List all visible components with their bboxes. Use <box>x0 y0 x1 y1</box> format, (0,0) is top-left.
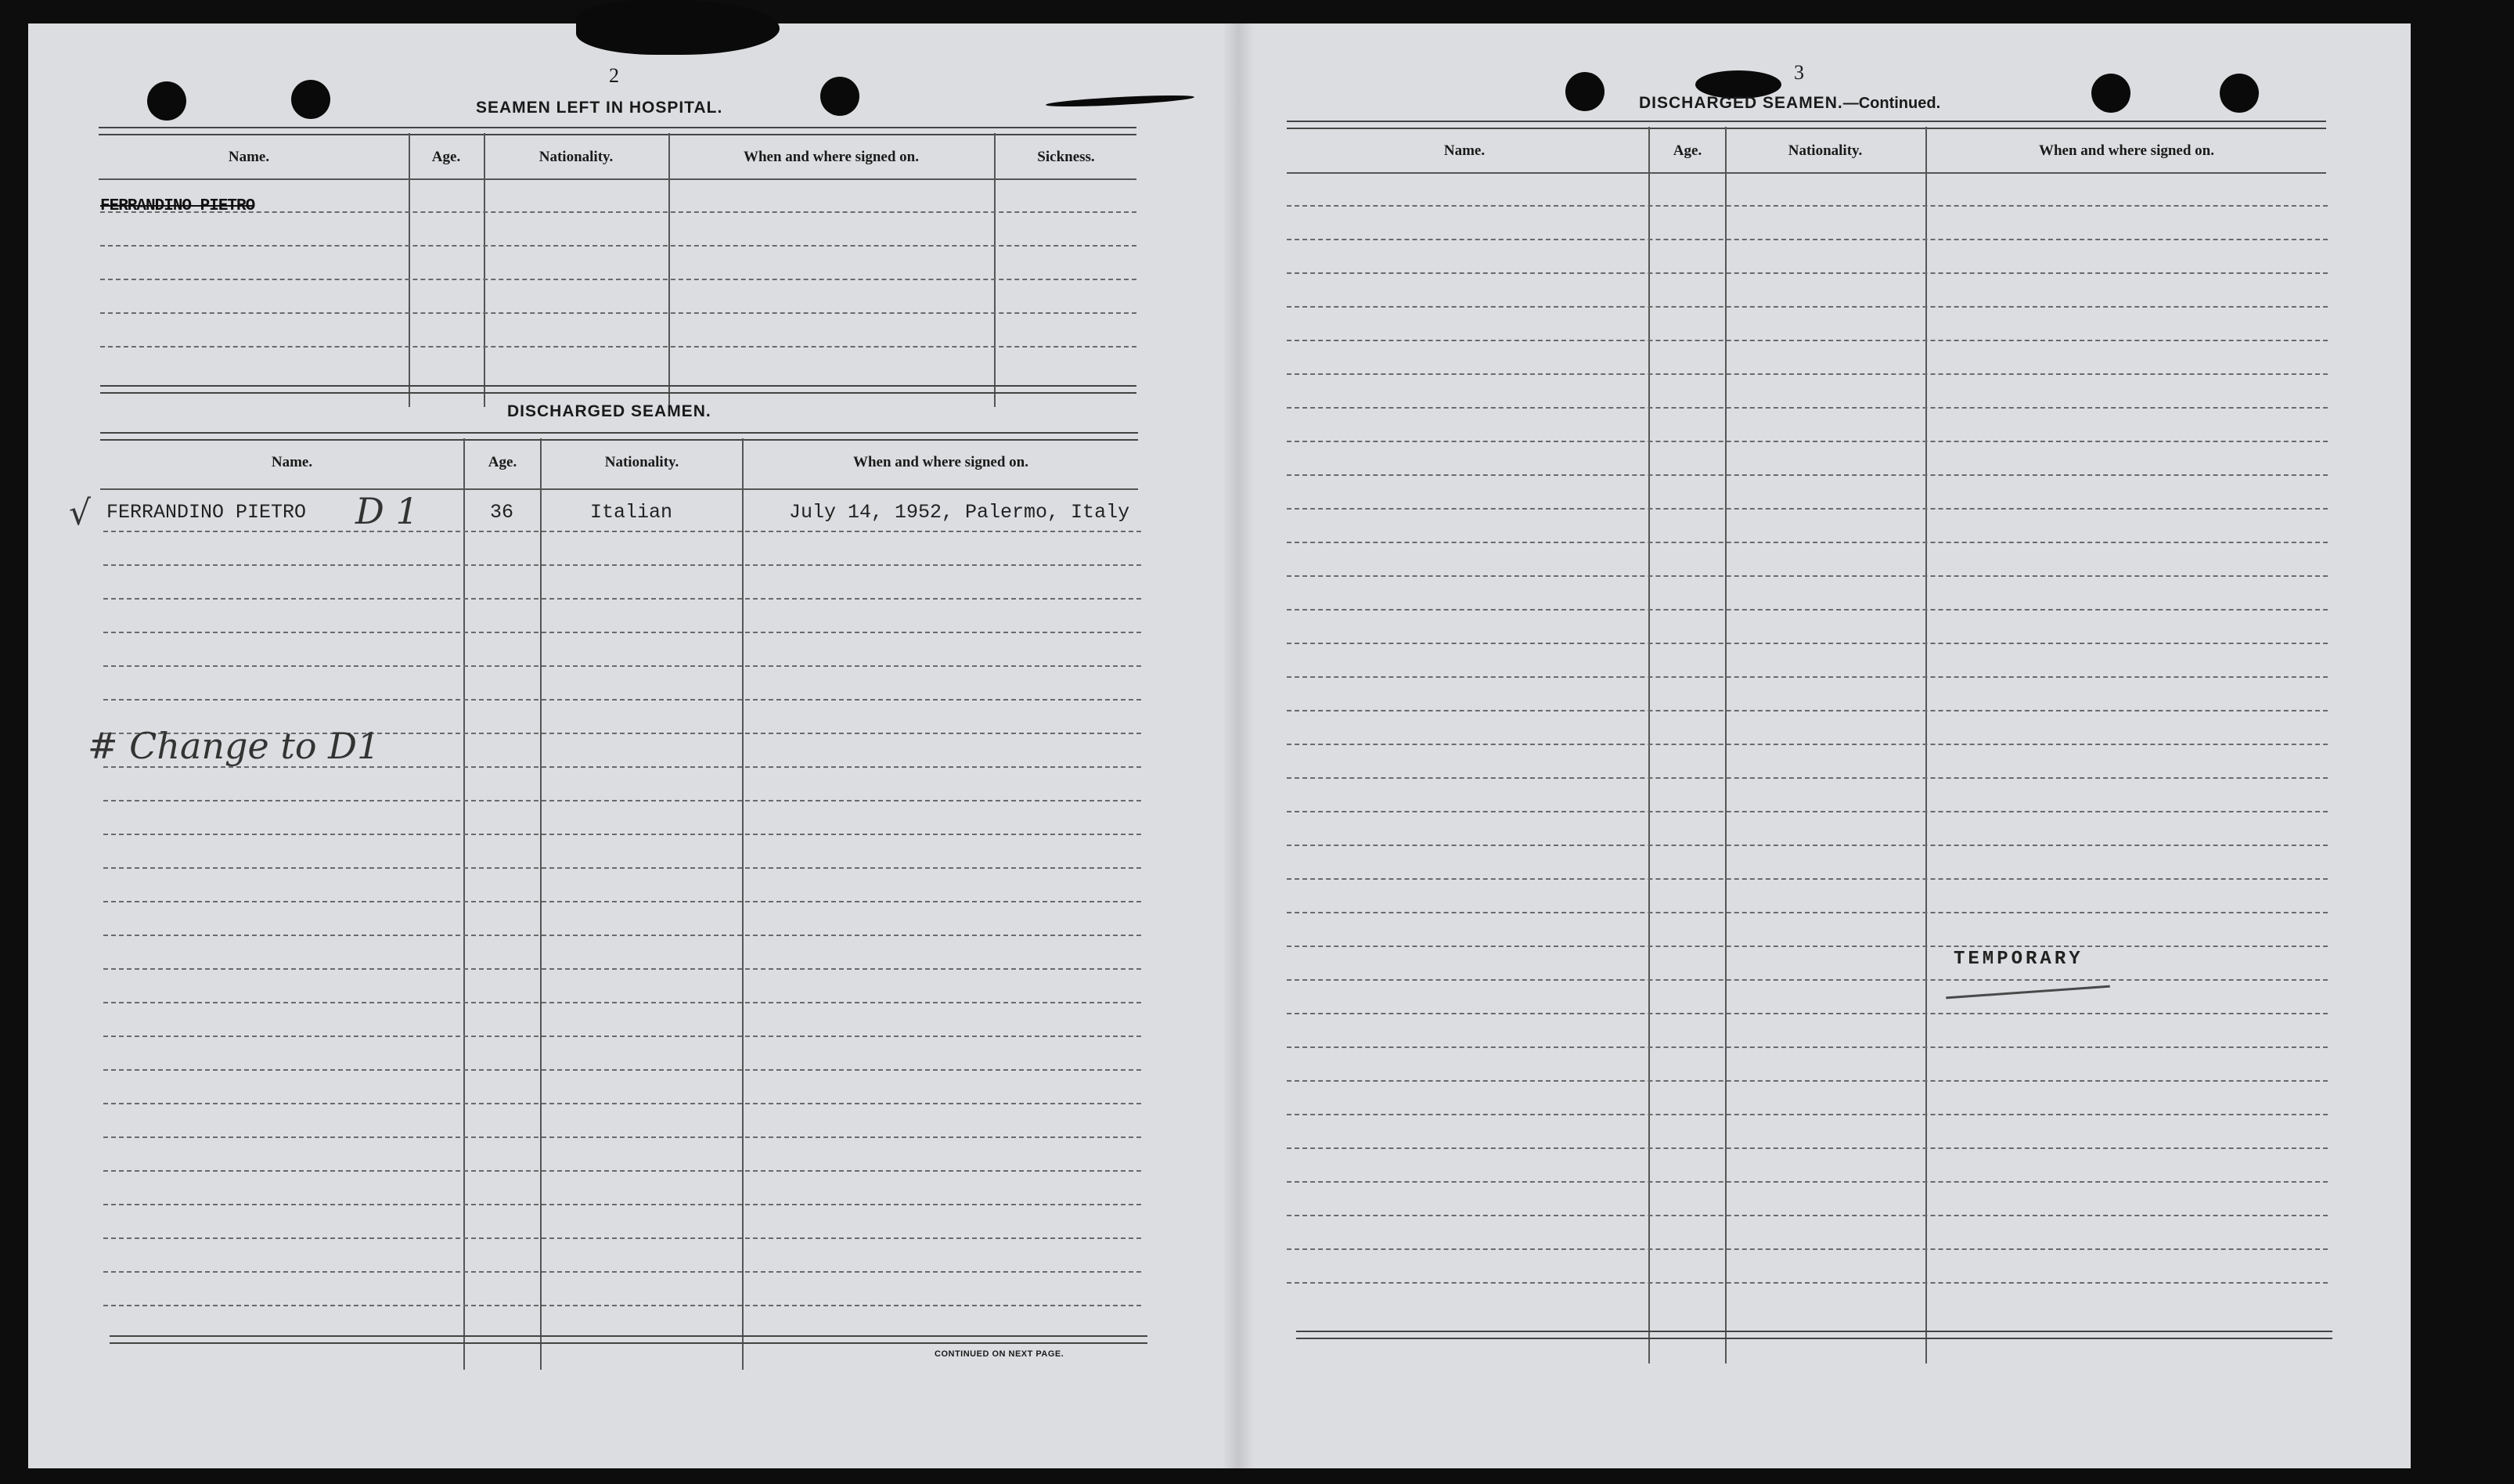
ruled-line <box>100 312 1136 314</box>
hospital-header-age: Age. <box>431 149 461 165</box>
ruled-line <box>103 1170 1141 1172</box>
ruled-line <box>1287 1282 2328 1284</box>
right-header-name: Name. <box>1443 142 1486 159</box>
hospital-struck-entry: FERRANDINO PIETRO <box>100 197 255 215</box>
center-fold <box>1223 23 1254 1468</box>
ruled-line <box>1287 1215 2328 1216</box>
discharged-header-rule <box>100 488 1138 490</box>
right-title-suffix: —Continued. <box>1842 95 1941 112</box>
hospital-col-divider <box>409 133 410 407</box>
seaman-name: FERRANDINO PIETRO <box>106 501 307 524</box>
discharged-col-divider <box>540 438 542 1370</box>
ruled-line <box>100 211 1136 213</box>
discharged-header-age: Age. <box>488 454 517 470</box>
ruled-line <box>103 1002 1141 1003</box>
ruled-line <box>1287 643 2328 644</box>
ruled-line <box>1287 1147 2328 1149</box>
right-col-divider <box>1648 127 1650 1363</box>
ruled-line <box>103 834 1141 835</box>
ruled-line <box>103 1136 1141 1138</box>
ruled-line <box>1287 878 2328 880</box>
hospital-header-rule <box>99 178 1136 180</box>
discharged-section-title: DISCHARGED SEAMEN. <box>507 402 711 420</box>
seaman-nationality: Italian <box>590 501 673 524</box>
ruled-line <box>103 1305 1141 1306</box>
hospital-header-name: Name. <box>228 149 270 165</box>
punch-hole <box>820 77 859 116</box>
ruled-line <box>1287 306 2328 308</box>
right-header-age: Age. <box>1673 142 1702 159</box>
ruled-line <box>1287 1114 2328 1115</box>
ruled-line <box>103 800 1141 801</box>
ink-blot <box>576 0 780 55</box>
manifest-sheet <box>28 23 2411 1468</box>
discharged-table-bottom-rule <box>110 1335 1147 1344</box>
ruled-line <box>103 1103 1141 1104</box>
hospital-col-divider <box>994 133 996 407</box>
ruled-line <box>103 1069 1141 1071</box>
right-header-signed-on: When and where signed on. <box>2038 142 2214 159</box>
right-col-divider <box>1725 127 1727 1363</box>
discharged-header-nationality: Nationality. <box>604 454 679 470</box>
punch-hole <box>1565 72 1605 111</box>
hospital-table-bottom-rule <box>100 385 1136 394</box>
ruled-line <box>1287 979 2328 981</box>
right-section-title <box>1639 94 1940 113</box>
punch-hole <box>2220 74 2259 113</box>
seaman-signed-on: July 14, 1952, Palermo, Italy <box>789 501 1130 524</box>
ruled-line <box>1287 340 2328 341</box>
punch-hole <box>147 81 186 121</box>
ruled-line <box>1287 542 2328 543</box>
discharged-col-divider <box>742 438 744 1370</box>
ruled-line <box>1287 272 2328 274</box>
discharged-header-signed-on: When and where signed on. <box>852 454 1028 470</box>
ruled-line <box>1287 1013 2328 1014</box>
right-table-bottom-rule <box>1296 1331 2332 1339</box>
hospital-section-title: SEAMEN LEFT IN HOSPITAL. <box>476 99 723 117</box>
ruled-line <box>103 632 1141 633</box>
ruled-line <box>1287 205 2328 207</box>
ruled-line <box>1287 777 2328 779</box>
ruled-line <box>1287 373 2328 375</box>
right-table-top-rule <box>1287 121 2326 129</box>
faint-stamp: TEMPORARY <box>1954 949 2084 970</box>
ruled-line <box>1287 811 2328 812</box>
ruled-line <box>1287 946 2328 947</box>
discharged-header-name: Name. <box>271 454 313 470</box>
ruled-line <box>103 598 1141 600</box>
discharged-col-divider <box>463 438 465 1370</box>
ruled-line <box>1287 239 2328 240</box>
ruled-line <box>103 531 1141 532</box>
ruled-line <box>1287 1248 2328 1250</box>
page-number-right: 3 <box>1794 61 1804 84</box>
page-number-left: 2 <box>609 64 619 87</box>
right-col-divider <box>1925 127 1927 1363</box>
ruled-line <box>1287 407 2328 409</box>
ruled-line <box>1287 676 2328 678</box>
hospital-col-divider <box>484 133 485 407</box>
pen-stroke <box>1946 985 2110 1000</box>
ruled-line <box>100 279 1136 280</box>
discharged-table-top-rule <box>100 432 1138 441</box>
hospital-table-top-rule <box>99 127 1136 135</box>
check-mark: √ <box>69 493 92 533</box>
ruled-line <box>100 346 1136 348</box>
right-title-text: DISCHARGED SEAMEN. <box>1639 94 1843 112</box>
ruled-line <box>103 665 1141 667</box>
seaman-age: 36 <box>490 501 514 524</box>
ruled-line <box>1287 1080 2328 1082</box>
ink-mark <box>1046 93 1194 109</box>
ruled-line <box>1287 710 2328 711</box>
ruled-line <box>103 968 1141 970</box>
ruled-line <box>1287 744 2328 745</box>
ruled-line <box>1287 575 2328 577</box>
ruled-line <box>1287 609 2328 611</box>
ruled-line <box>1287 508 2328 510</box>
ruled-line <box>1287 912 2328 913</box>
hospital-header-nationality: Nationality. <box>538 149 614 165</box>
ruled-line <box>103 1271 1141 1273</box>
ruled-line <box>103 867 1141 869</box>
ruled-line <box>103 1036 1141 1037</box>
handwritten-note: # Change to D1 <box>88 725 380 767</box>
right-header-rule <box>1287 172 2326 174</box>
hospital-header-signed-on: When and where signed on. <box>743 149 919 165</box>
right-header-nationality: Nationality. <box>1788 142 1863 159</box>
ruled-line <box>103 564 1141 566</box>
punch-hole <box>291 80 330 119</box>
ruled-line <box>103 901 1141 902</box>
ruled-line <box>1287 474 2328 476</box>
ruled-line <box>103 1237 1141 1239</box>
punch-hole <box>2091 74 2130 113</box>
ruled-line <box>100 245 1136 247</box>
row-annotation: D 1 <box>355 490 419 532</box>
ruled-line <box>103 1204 1141 1205</box>
ruled-line <box>1287 441 2328 442</box>
hospital-col-divider <box>668 133 670 407</box>
ruled-line <box>1287 845 2328 846</box>
hospital-header-sickness: Sickness. <box>1037 149 1095 165</box>
continued-footer: CONTINUED ON NEXT PAGE. <box>935 1349 1064 1359</box>
ruled-line <box>1287 1181 2328 1183</box>
ruled-line <box>1287 1046 2328 1048</box>
ruled-line <box>103 935 1141 936</box>
ruled-line <box>103 699 1141 701</box>
